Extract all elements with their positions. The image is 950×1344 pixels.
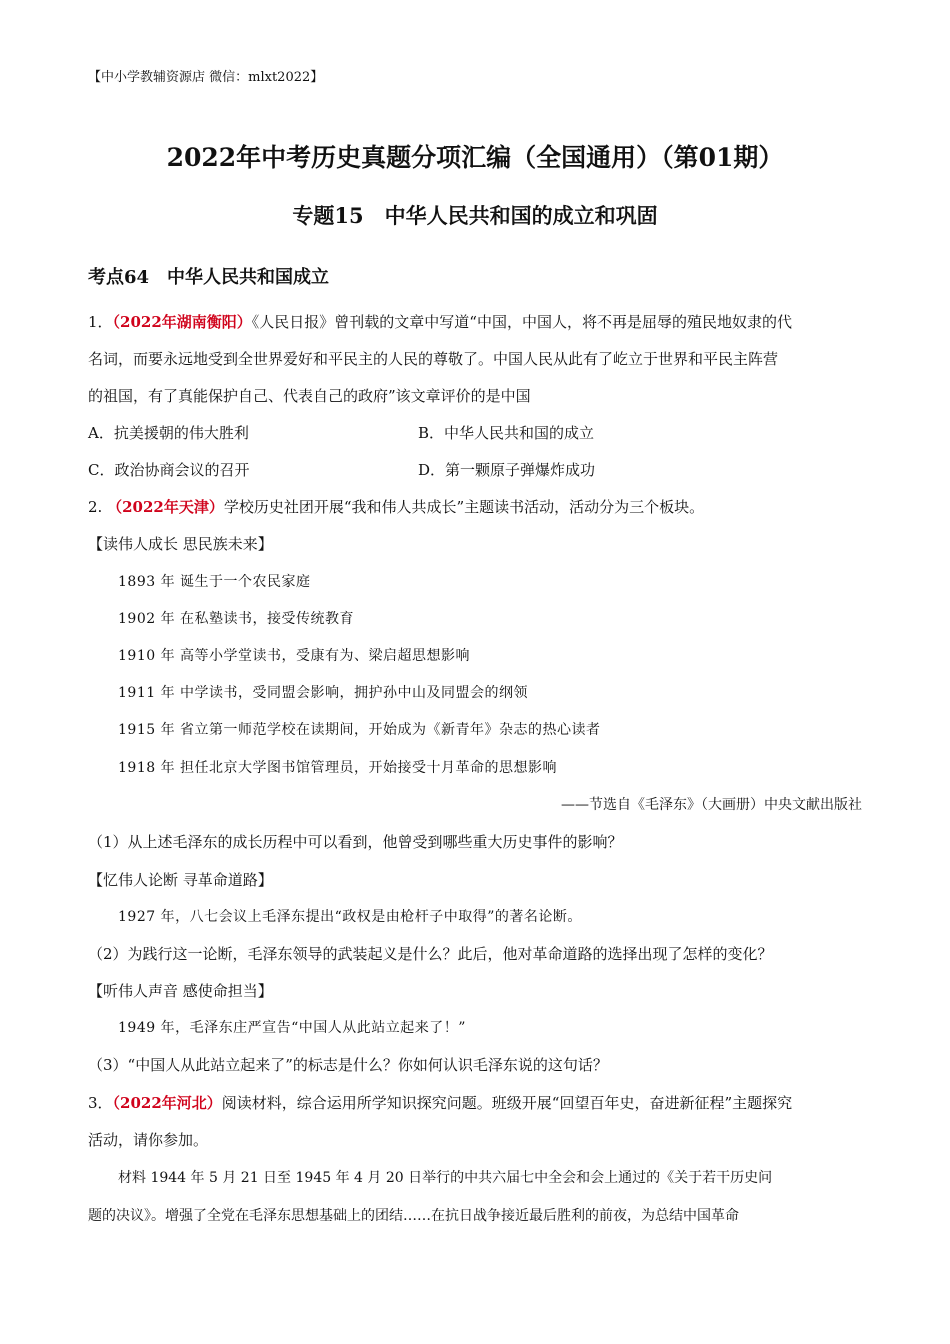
q2-sub2: （2）为践行这一论断，毛泽东领导的武装起义是什么？此后，他对革命道路的选择出现了怎样的变化？: [88, 945, 773, 963]
q2-sub1: （1）从上述毛泽东的成长历程中可以看到，他曾受到哪些重大历史事件的影响？: [88, 833, 623, 851]
q2-quote2: 1927 年，八七会议上毛泽东提出“政权是由枪杆子中取得”的著名论断。: [118, 909, 582, 925]
page-title: 2022年中考历史真题分项汇编（全国通用）（第01期）: [166, 143, 784, 172]
header-note: 【中小学教辅资源店 微信：mlxt2022】: [88, 70, 324, 85]
q2-quote3: 1949 年，毛泽东庄严宣告“中国人从此站立起来了！”: [118, 1020, 466, 1036]
timeline-item: 1910 年 高等小学堂读书，受康有为、梁启超思想影响: [118, 648, 471, 664]
q1-option-a: A．抗美援朝的伟大胜利: [88, 424, 249, 442]
q2-block2-heading: 【忆伟人论断 寻革命道路】: [88, 871, 273, 889]
timeline-item: 1902 年 在私塾读书，接受传统教育: [118, 611, 355, 627]
q3-material-line1: 材料 1944 年 5 月 21 日至 1945 年 4 月 20 日举行的中共六届七中全会和会上通过的《关于若干历史问: [118, 1170, 773, 1186]
q3-source: （2022年河北）: [112, 1094, 222, 1112]
citation: ——节选自《毛泽东》（大画册）中央文献出版社: [561, 797, 862, 813]
q2-intro: 学校历史社团开展“我和伟人共成长”主题读书活动，活动分为三个板块。: [223, 498, 705, 516]
q1-option-d: D．第一颗原子弹爆炸成功: [418, 461, 596, 479]
timeline-item: 1893 年 诞生于一个农民家庭: [118, 574, 311, 590]
q3-line1: [88, 1092, 792, 1113]
q1-line2: 名词，而要永远地受到全世界爱好和平民主的人民的尊敬了。中国人民从此有了屹立于世界和平民主阵营: [88, 350, 779, 368]
q1-option-b: B．中华人民共和国的成立: [418, 424, 595, 442]
q3-number: 3．: [88, 1094, 113, 1112]
q2-number: 2.: [88, 498, 108, 516]
timeline-item: 1918 年 担任北京大学图书馆管理员，开始接受十月革命的思想影响: [118, 760, 558, 776]
section-heading: 考点64 中华人民共和国成立: [88, 267, 330, 288]
timeline-item: 1915 年 省立第一师范学校在读期间，开始成为《新青年》杂志的热心读者: [118, 722, 601, 738]
q2-block1-heading: 【读伟人成长 思民族未来】: [88, 535, 273, 553]
q1-line3: 的祖国，有了真能保护自己、代表自己的政府”该文章评价的是中国: [88, 387, 531, 405]
q1-text1: 《人民日报》曾刊载的文章中写道“中国，中国人，将不再是屈辱的殖民地奴隶的代: [251, 313, 792, 331]
q1-number: 1．: [88, 313, 113, 331]
q2-source: （2022年天津）: [107, 498, 224, 516]
timeline-item: 1911 年 中学读书，受同盟会影响，拥护孙中山及同盟会的纲领: [118, 685, 529, 701]
q2-line1: [88, 496, 704, 517]
q2-sub3: （3）“中国人从此站立起来了”的标志是什么？你如何认识毛泽东说的这句话？: [88, 1056, 608, 1074]
q2-block3-heading: 【听伟人声音 感使命担当】: [88, 982, 273, 1000]
q3-line2: 活动，请你参加。: [88, 1131, 209, 1149]
q1-option-c: C．政治协商会议的召开: [88, 461, 250, 479]
q1-source: （2022年湖南衡阳）: [112, 313, 252, 331]
q1-line1: [88, 311, 792, 332]
q3-material-line2: 题的决议》。增强了全党在毛泽东思想基础上的团结……在抗日战争接近最后胜利的前夜，为总结中国革命: [88, 1208, 739, 1224]
q3-text1: 阅读材料，综合运用所学知识探究问题。班级开展“回望百年史，奋进新征程”主题探究: [221, 1094, 793, 1112]
page-subtitle: 专题15 中华人民共和国的成立和巩固: [292, 203, 658, 228]
